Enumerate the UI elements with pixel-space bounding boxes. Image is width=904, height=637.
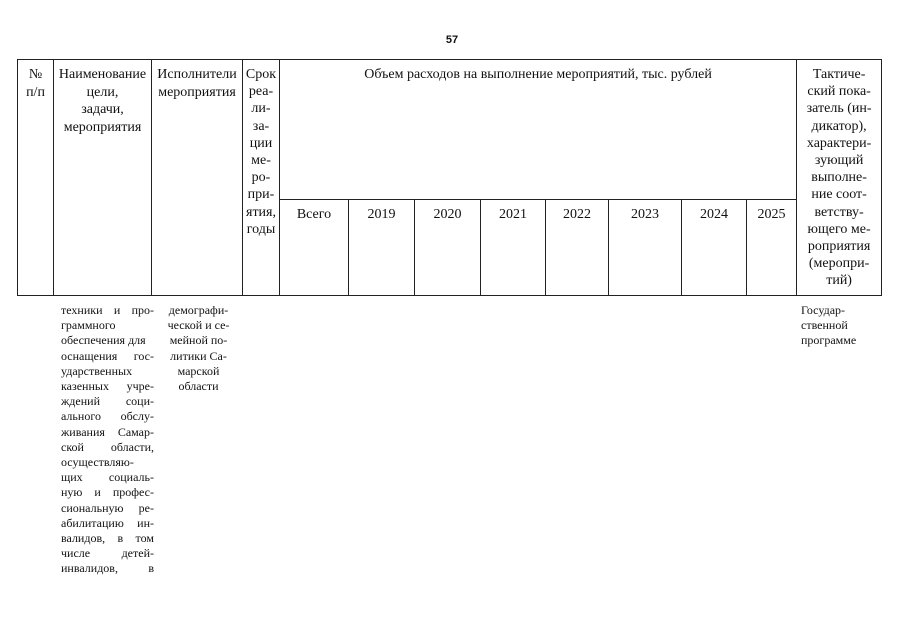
text-line: обеспечения для [61,333,146,348]
header-expenses: Объем расходов на выполнение мероприятий, тыс. рублей [280,60,797,200]
text-line: программе [801,333,857,348]
text-line: щих социаль- [61,470,154,485]
text-line: граммного [61,318,116,333]
row-executor-text [160,303,237,394]
text-line: области [178,379,219,394]
text-line: оснащения гос- [61,348,154,363]
header-year-2023: 2023 [609,200,682,296]
text-line: ударственных [61,363,133,378]
text-line: ную и профес- [61,485,154,500]
header-indicator: Тактиче- ский пока- затель (ин- дикатор), характери- зующий выполне- ние соот- ветству- ющего ме- роприятия (меропри- тий) [797,60,882,296]
text-line: ственной [801,318,848,333]
text-line: литики Са- [170,348,227,363]
header-year-2025: 2025 [747,200,797,296]
text-line: марской [177,363,220,378]
row-indicator-text [801,303,879,349]
header-executors: Исполнители мероприятия [152,60,243,296]
text-line: Государ- [801,303,846,317]
header-number: № п/п [18,60,54,296]
text-line: демографи- [168,303,229,317]
text-line: абилитацию ин- [61,515,154,530]
text-line: осуществляю- [61,455,134,470]
header-year-2020: 2020 [415,200,481,296]
text-line: казенных учре- [61,379,154,394]
header-year-2024: 2024 [682,200,747,296]
text-line: ской области, [61,439,154,454]
text-line: ждений соци- [61,394,154,409]
text-line: живания Самар- [61,424,154,439]
text-line: ального обслу- [61,409,154,424]
row-name-text [61,303,154,577]
header-year-2019: 2019 [349,200,415,296]
text-line: инвалидов, в [61,561,154,576]
header-deadline: Срок реа- ли- за- ции ме- ро- при- ятия, годы [243,60,280,296]
page-number: 57 [445,34,459,46]
header-total: Всего [280,200,349,296]
header-year-2021: 2021 [481,200,546,296]
text-line: валидов, в том [61,531,154,546]
text-line: мейной по- [169,333,228,348]
text-line: техники и про- [61,303,154,317]
text-line: числе детей- [61,546,154,561]
text-line: сиональную ре- [61,500,154,515]
header-year-2022: 2022 [546,200,609,296]
header-name: Наименование цели, задачи, мероприятия [54,60,152,296]
table-header [17,59,882,296]
text-line: ческой и се- [167,318,230,333]
